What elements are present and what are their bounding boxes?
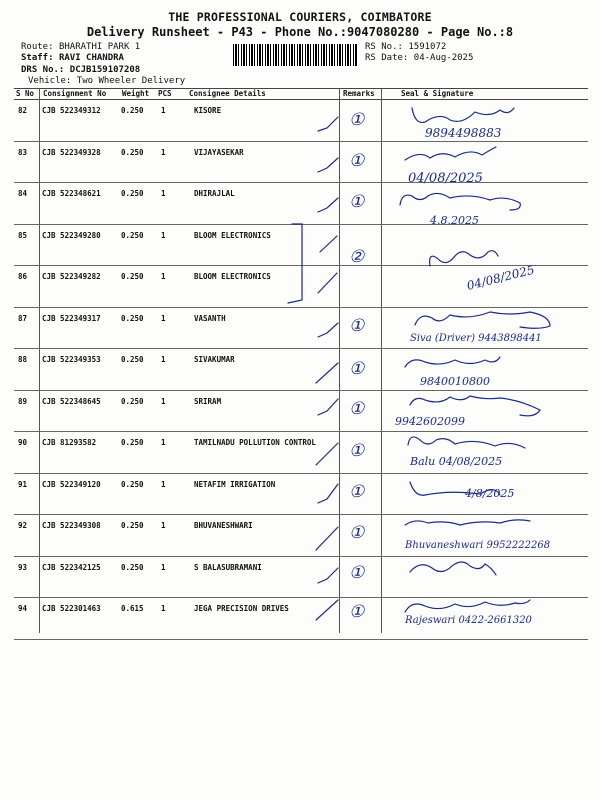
tick-mark [316,600,338,620]
cell-consignee: BHUVANESHWARI [194,521,253,530]
cell-consignee: DHIRAJLAL [194,189,235,198]
tick-mark [316,363,338,383]
cell-consignment: CJB 522349353 [42,355,101,364]
tick-mark [318,399,338,415]
cell-consignee: SIVAKUMAR [194,355,235,364]
cell-consignee: BLOOM ELECTRONICS [194,272,271,281]
staff-value: RAVI CHANDRA [58,53,124,63]
cell-consignee: KISORE [194,106,222,115]
route-label: Route: [21,42,54,52]
cell-pcs: 1 [161,147,166,157]
cell-consignment: CJB 522349280 [42,230,101,240]
cell-consignment: CJB 522348621 [42,189,101,198]
tick-mark [316,443,338,465]
cell-sno: 92 [18,521,28,530]
cell-weight: 0.250 [121,355,144,364]
signature-scribble [400,193,520,210]
cell-weight: 0.250 [121,272,144,281]
drs-label: DRS No.: [21,65,65,75]
cell-consignee: BLOOM ELECTRONICS [194,230,271,240]
col-header-consignee: Consignee Details [189,89,266,98]
signature-text: 4/8/2025 [465,487,515,500]
cell-sno: 82 [18,106,28,115]
tick-mark [320,236,337,252]
signature-text: Rajeswari 0422-2661320 [405,615,532,626]
cell-weight: 0.250 [121,479,144,489]
signature-texts [395,126,550,626]
remark-mark: ① [349,359,365,379]
cell-weight: 0.250 [121,106,144,115]
remark-mark: ① [349,563,365,583]
signature-scribble [410,562,496,575]
remark-circles [349,110,365,622]
cell-consignment: CJB 522349312 [42,106,101,115]
signature-text: 04/08/2025 [408,171,483,186]
cell-pcs: 1 [161,521,166,530]
signature-text: Siva (Driver) 9443898441 [410,333,542,344]
cell-sno: 83 [18,147,28,157]
cell-consignment: CJB 522349308 [42,521,101,530]
remark-mark: ① [349,151,365,171]
cell-consignment: CJB 522301463 [42,604,101,613]
remark-mark: ① [349,602,365,622]
signature-scribble [410,396,540,416]
col-header-signature: Seal & Signature [401,89,474,98]
cell-pcs: 1 [161,272,166,281]
cell-pcs: 1 [161,438,166,447]
rs-date-value: 04-Aug-2025 [413,53,474,63]
tick-mark [318,568,338,583]
cell-sno: 87 [18,313,28,323]
cell-consignment: CJB 522348645 [42,396,101,406]
cell-pcs: 1 [161,562,166,572]
signature-text: Balu 04/08/2025 [410,455,503,468]
remark-mark: ① [349,316,365,336]
signature-scribble [408,437,525,448]
cell-consignment: CJB 522342125 [42,562,101,572]
remark-mark: ① [349,441,365,461]
signature-text: 04/08/2025 [465,262,536,293]
tick-mark [318,158,338,172]
cell-pcs: 1 [161,604,166,613]
tick-mark [318,117,338,131]
tick-mark [316,527,338,550]
cell-consignment: CJB 522349328 [42,147,101,157]
vehicle-value: Two Wheeler Delivery [76,76,186,86]
remark-mark: ① [349,399,365,419]
remark-mark: ① [349,482,365,502]
remark-mark: ① [349,110,365,130]
cell-consignee: TAMILNADU POLLUTION CONTROL [194,438,316,447]
tick-mark [318,323,338,337]
signature-scribble [412,108,514,122]
cell-pcs: 1 [161,479,166,489]
col-header-weight: Weight [122,89,150,98]
cell-weight: 0.250 [121,230,144,240]
signature-text: 9942602099 [395,415,465,428]
cell-sno: 93 [18,562,28,572]
cell-sno: 84 [18,189,28,198]
cell-weight: 0.250 [121,313,144,323]
cell-pcs: 1 [161,396,166,406]
cell-weight: 0.250 [121,521,144,530]
cell-weight: 0.250 [121,438,144,447]
rs-no-value: 1591072 [408,42,447,52]
cell-sno: 85 [18,230,28,240]
vehicle-label: Vehicle: [28,76,72,86]
col-header-pcs: PCS [158,89,172,98]
signature-text: 4.8.2025 [430,214,479,227]
col-header-remarks: Remarks [343,89,375,98]
drs-value: DCJB159107208 [69,65,141,75]
cell-pcs: 1 [161,230,166,240]
cell-weight: 0.250 [121,396,144,406]
cell-sno: 94 [18,604,28,613]
cell-consignee: NETAFIM IRRIGATION [194,479,276,489]
cell-consignment: CJB 81293582 [42,438,97,447]
signature-text: Bhuvaneshwari 9952222268 [405,540,551,551]
remark-mark: ② [349,247,365,267]
cell-sno: 86 [18,272,28,281]
cell-sno: 90 [18,438,28,447]
signature-scribble [405,147,496,160]
cell-sno: 88 [18,355,28,364]
cell-pcs: 1 [161,355,166,364]
cell-pcs: 1 [161,106,166,115]
cell-weight: 0.250 [121,189,144,198]
col-header-sno: S No [16,89,35,98]
cell-sno: 91 [18,479,28,489]
route-value: BHARATHI PARK 1 [58,42,141,52]
cell-consignment: CJB 522349282 [42,272,101,281]
signature-scribble [405,600,530,612]
cell-consignee: JEGA PRECISION DRIVES [194,604,289,613]
staff-label: Staff: [21,53,54,63]
company-title: THE PROFESSIONAL COURIERS, COIMBATORE [168,10,432,24]
cell-consignee: VIJAYASEKAR [194,147,244,157]
cell-weight: 0.250 [121,562,144,572]
remark-mark: ① [349,523,365,543]
cell-consignee: VASANTH [194,313,226,323]
cell-consignment: CJB 522349317 [42,313,101,323]
tick-mark [318,484,338,503]
signature-text: 9894498883 [425,126,502,140]
remark-mark: ① [349,192,365,212]
signature-scribble [430,251,498,266]
rs-no-label: RS No.: [365,42,403,52]
cell-pcs: 1 [161,313,166,323]
signature-scribble [405,357,500,367]
cell-consignee: SRIRAM [194,396,222,406]
signature-scribble [415,312,550,328]
cell-sno: 89 [18,396,28,406]
cell-weight: 0.615 [121,604,144,613]
remark-ticks [288,117,338,620]
signature-scribble [405,520,530,525]
cell-weight: 0.250 [121,147,144,157]
col-header-consignment: Consignment No [43,89,107,98]
rs-date-label: RS Date: [365,53,409,63]
bracket-mark [288,224,302,303]
cell-consignment: CJB 522349120 [42,479,101,489]
tick-mark [318,198,338,212]
cell-pcs: 1 [161,189,166,198]
runsheet-title: Delivery Runsheet - P43 - Phone No.:9047080280 - Page No.:8 [86,25,514,39]
tick-mark [318,273,337,293]
cell-consignee: S BALASUBRAMANI [194,562,262,572]
signature-text: 9840010800 [420,375,490,388]
